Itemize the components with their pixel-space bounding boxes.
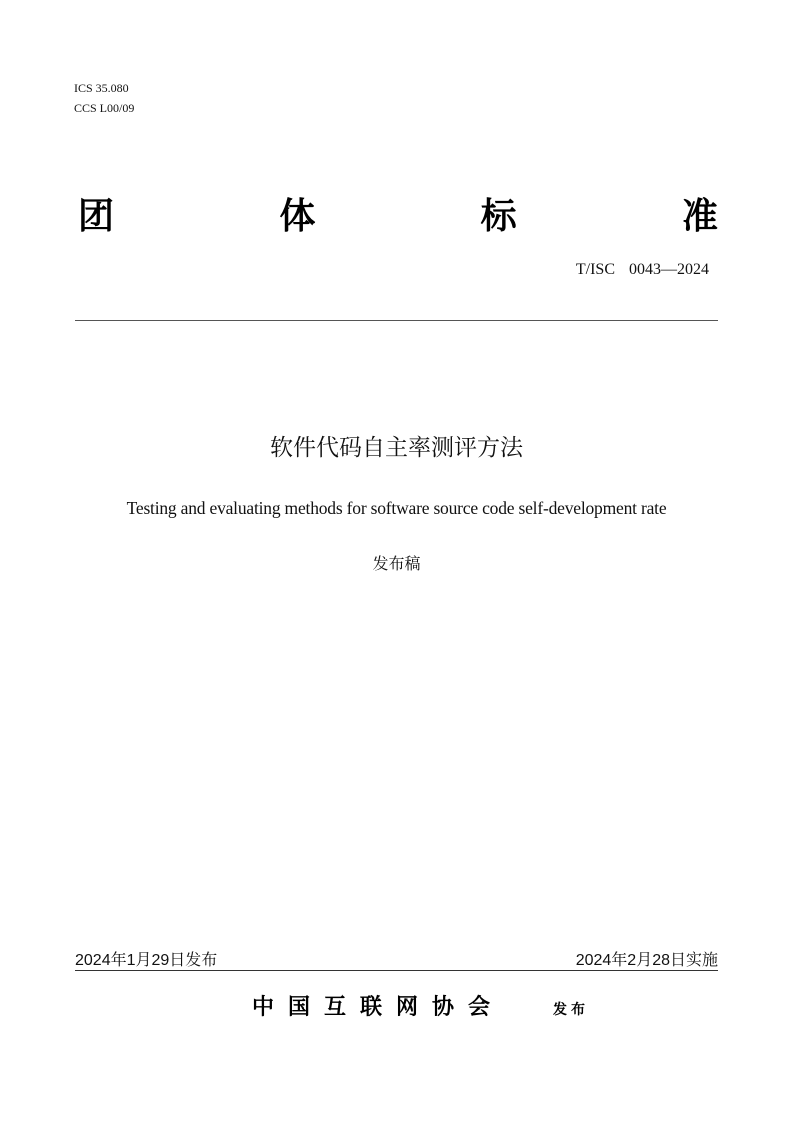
- document-type-char: 准: [681, 195, 718, 237]
- chinese-title: 软件代码自主率测评方法: [270, 435, 523, 461]
- standard-number: T/ISC 0043—2024: [575, 261, 709, 278]
- document-type-heading: [78, 192, 718, 240]
- document-status: 发布稿: [372, 554, 421, 573]
- document-type-char: 团: [78, 195, 115, 237]
- ccs-code: CCS L00/09: [74, 101, 135, 115]
- document-type-char: 体: [279, 195, 316, 237]
- footer-divider: [75, 970, 718, 971]
- issued-label: 发布: [553, 1002, 589, 1018]
- ics-code: ICS 35.080: [74, 81, 129, 95]
- document-type-char: 标: [480, 195, 517, 237]
- classification-codes: [74, 78, 134, 118]
- publish-date: 2024年1月29日发布: [75, 952, 218, 969]
- header-divider: [75, 320, 718, 321]
- issuing-organization: 中国互联网协会: [252, 995, 505, 1020]
- implement-date: 2024年2月28日实施: [575, 952, 718, 969]
- english-title: Testing and evaluating methods for software source code self-development rate: [126, 498, 667, 518]
